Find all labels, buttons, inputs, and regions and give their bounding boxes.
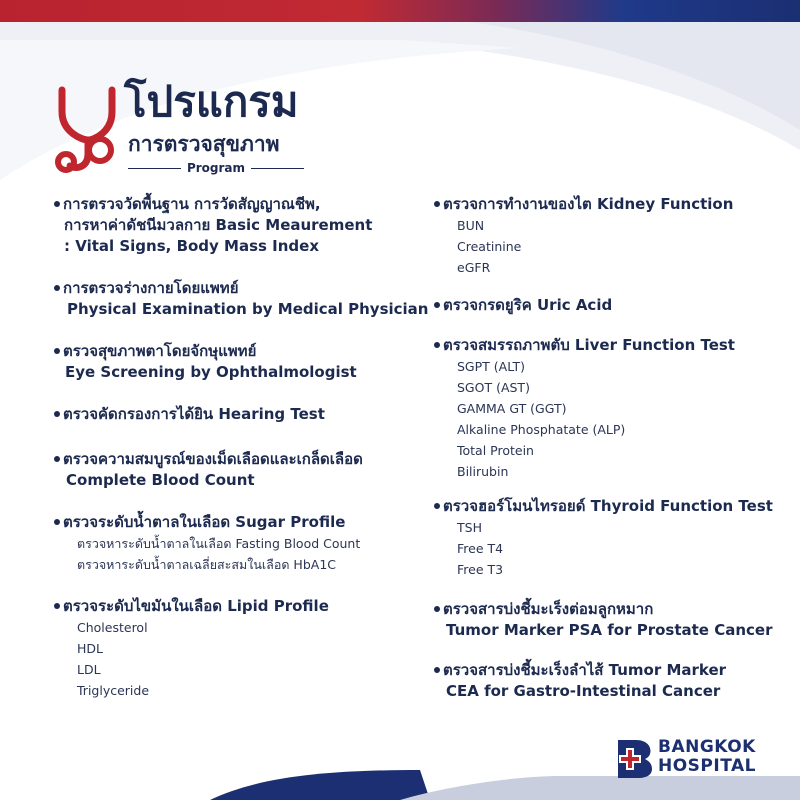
item-title-line: : Vital Signs, Body Mass Index <box>64 237 320 255</box>
sub-item: Triglyceride <box>77 683 150 698</box>
logo-text-line2: HOSPITAL <box>658 756 756 776</box>
sub-item: LDL <box>77 662 101 677</box>
page-subtitle: การตรวจสุขภาพ <box>128 132 280 156</box>
list-item <box>54 194 424 257</box>
item-title-line: Tumor Marker PSA for Prostate Cancer <box>446 621 773 639</box>
bullet-dot <box>54 201 60 207</box>
list-item <box>54 449 424 491</box>
item-title: ตรวจความสมบูรณ์ของเม็ดเลือดและเกล็ดเลือด <box>63 450 363 468</box>
bullet-dot <box>54 603 60 609</box>
list-item <box>434 295 794 316</box>
list-item <box>54 512 424 575</box>
item-title-line: CEA for Gastro-Intestinal Cancer <box>446 682 721 700</box>
item-title: ตรวจระดับน้ำตาลในเลือด Sugar Profile <box>63 513 346 531</box>
sub-item: SGOT (AST) <box>457 380 530 395</box>
item-title: ตรวจสุขภาพตาโดยจักษุแพทย์ <box>63 342 257 360</box>
sub-item: GAMMA GT (GGT) <box>457 401 567 416</box>
stethoscope-icon <box>52 84 120 174</box>
item-title-line: Eye Screening by Ophthalmologist <box>65 363 357 381</box>
sub-item: Free T3 <box>457 562 504 577</box>
item-title: ตรวจสมรรถภาพตับ Liver Function Test <box>443 336 735 354</box>
sub-item: TSH <box>457 520 482 535</box>
page-title: โปรแกรม <box>124 77 299 126</box>
bullet-dot <box>54 411 60 417</box>
item-title: ตรวจระดับไขมันในเลือด Lipid Profile <box>63 597 329 615</box>
left-column <box>54 194 429 701</box>
bullet-dot <box>54 348 60 354</box>
sub-item: HDL <box>77 641 103 656</box>
list-item <box>434 335 794 482</box>
sub-item: Cholesterol <box>77 620 148 635</box>
bangkok-hospital-logo <box>614 736 774 780</box>
sub-item: Free T4 <box>457 541 504 556</box>
program-label: Program <box>186 161 246 175</box>
list-item <box>54 278 429 320</box>
list-item <box>54 404 424 425</box>
program-label-row <box>128 160 304 176</box>
bullet-dot <box>434 503 440 509</box>
bullet-dot <box>434 342 440 348</box>
hospital-cross-logo-icon <box>614 738 654 778</box>
sub-item: Bilirubin <box>457 464 509 479</box>
sub-item: ตรวจหาระดับน้ำตาลในเลือด Fasting Blood Count <box>77 536 361 551</box>
item-title: ตรวจคัดกรองการได้ยิน Hearing Test <box>63 405 325 423</box>
divider-left <box>128 168 181 169</box>
item-title: ตรวจสารบ่งชี้มะเร็งต่อมลูกหมาก <box>443 600 654 618</box>
item-title: การตรวจวัดพื้นฐาน การวัดสัญญาณชีพ, <box>63 195 321 213</box>
sub-item: Alkaline Phosphatate (ALP) <box>457 422 626 437</box>
sub-item: Creatinine <box>457 239 522 254</box>
list-item <box>434 660 794 702</box>
item-title: ตรวจฮอร์โมนไทรอยด์ Thyroid Function Test <box>443 497 773 515</box>
item-title: การตรวจร่างกายโดยแพทย์ <box>63 279 239 297</box>
divider-right <box>251 168 304 169</box>
bullet-dot <box>434 606 440 612</box>
item-title: ตรวจการทำงานของไต Kidney Function <box>443 195 734 213</box>
sub-item: Total Protein <box>457 443 534 458</box>
item-title: ตรวจกรดยูริค Uric Acid <box>443 296 613 314</box>
list-item <box>434 194 794 278</box>
item-title: ตรวจสารบ่งชี้มะเร็งลำไส้ Tumor Marker <box>443 661 727 679</box>
list-item <box>54 341 424 383</box>
list-item <box>434 599 794 641</box>
bullet-dot <box>434 302 440 308</box>
list-item <box>434 496 794 580</box>
item-title-line: การหาค่าดัชนีมวลกาย Basic Meaurement <box>64 216 373 234</box>
sub-item: eGFR <box>457 260 491 275</box>
list-item <box>54 596 424 701</box>
sub-item: ตรวจหาระดับน้ำตาลเฉลี่ยสะสมในเลือด HbA1C <box>77 557 337 572</box>
right-column <box>434 194 794 702</box>
bullet-dot <box>434 201 440 207</box>
bullet-dot <box>54 285 60 291</box>
bullet-dot <box>434 667 440 673</box>
sub-item: SGPT (ALT) <box>457 359 525 374</box>
logo-text-line1: BANGKOK <box>658 737 756 757</box>
bullet-dot <box>54 519 60 525</box>
item-title-line: Complete Blood Count <box>66 471 255 489</box>
bullet-dot <box>54 456 60 462</box>
sub-item: BUN <box>457 218 485 233</box>
item-title-line: Physical Examination by Medical Physician <box>67 300 429 318</box>
